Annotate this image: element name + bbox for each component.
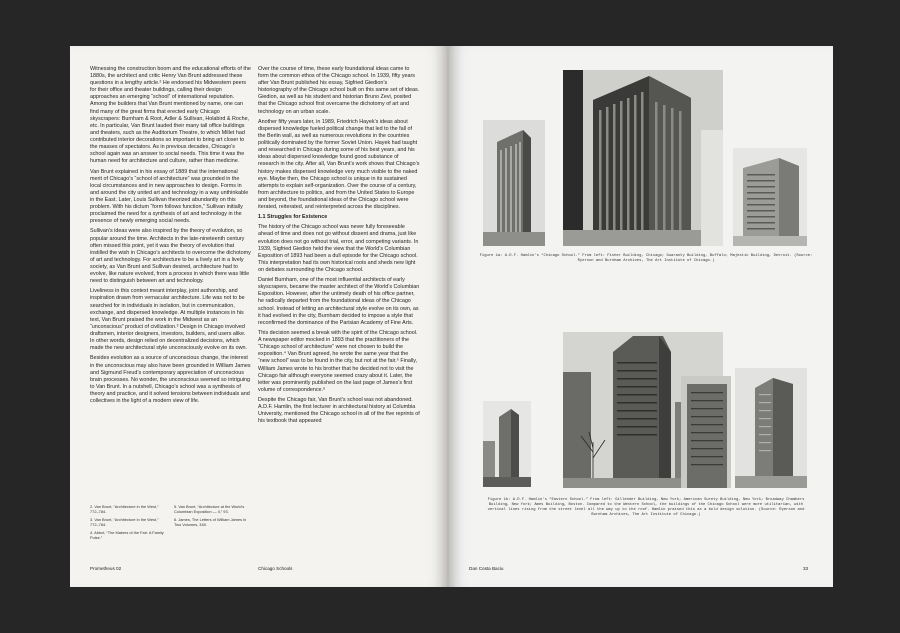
text-column-2 — [258, 66, 421, 526]
photo-majestic-building — [733, 148, 807, 246]
paragraph: Sullivan’s ideas were also inspired by the theory of evolution, so popular around the time. Architects in the late-nineteenth century often missed this point, yet it was the theory of evolution that instilled the wish in Chicago’s architects to overcome the dichotomy of art and technology. For architecture to be a lively art in a lively society, as Van Brunt and Sullivan desired, architecture had to evolve, like nature evolved, from a process in which there was little need to distinguish between art and technology. — [90, 228, 251, 285]
paragraph: Besides evolution as a source of unconscious change, the interest in the unconscious may also have been grounded in William James and Sigmund Freud’s contemporary appreciation of unconscious brain processes. No wonder, the unconscious seemed so intriguing to Van Brunt. In a nutshell, Chicago’s school was a synthesis of theory and practice, and it solved tensions between individuals and collectives in the light of a modern view of life. — [90, 355, 251, 404]
figure-caption-1b: Figure 1b: A.D.F. Hamlin’s “Eastern School.” From left: Gillender Building, New York; American Surety Building, New York; Broadway Chambers Building, New York; Ames Building, Boston. Compared to the Western School, the buildings of the Chicago School were more utilitarian, with vertical lines rising from the street level all the way up to the roof. Hamlin praised this as a bold design solution. (Source: Ryerson and Burnham Archives, The Art Institute of Chicago.) — [487, 498, 805, 517]
footnote: 2. Van Brunt, “Architecture in the West,” 772–784. — [90, 504, 159, 514]
photo-gillender-building — [483, 401, 531, 487]
text-column-1 — [90, 66, 251, 491]
footer-author: Dan Costa Baciu — [469, 566, 504, 571]
magazine-spread — [70, 46, 833, 587]
paragraph: Witnessing the construction boom and the educational efforts of the 1880s, the architect and critic Henry Van Brunt addressed these questions in a lengthy article.² He endorsed his Midwestern peers for their office and theater buildings, calling their design approaches an emerging “school” of international reputation. Among the builders that Van Brunt mentioned by name, one can find many of the great firms that erected early Chicago skyscrapers: Burnham & Root, Adler & Sullivan, Holabird & Roche, etc. In particular, Van Brunt lauded their many tall office buildings and theaters, such as the Auditorium Theatre, to which Millet had contributed interior decorations so important to bring art closer to the masses of spectators. As in previous decades, Chicago’s school again was an answer to social needs. This time it was the human need for architecture and culture, rather than medicine. — [90, 66, 251, 165]
footnotes-right — [174, 504, 254, 530]
footer-section: Chicago Schools — [258, 566, 293, 571]
figure-caption-1a: Figure 1a: A.D.F. Hamlin’s “Chicago School.” From left: Fisher Building, Chicago; Guaranty Building, Buffalo; Majestic Building, Detroit. (Source: Ryerson and Burnham Archives, The Art Institute of Chicago.) — [479, 254, 813, 263]
footer-journal: Prometheus 02 — [90, 566, 122, 571]
footnote: 3. Van Brunt, “Architecture in the West,” 772–784. — [90, 517, 159, 527]
paragraph: Liveliness in this context meant interplay, joint authorship, and inspiration drawn from vernacular architecture. Life was not to be searched for in individuals in isolation, but in communication, exchange, and dispersed knowledge. At multiple instances in his text, Van Brunt praised the work in the Midwest as an “unconscious” product of civilization.³ Design in Chicago involved draftsmen, interior designers, investors, builders, and users alike. In other words, design relied on decentralized decisions, which made the new architectural style unconsciously evolve on its own. — [90, 288, 248, 352]
footnote: 4. Abbot, “The Makers of the Fair: A Family Pulse.” — [90, 530, 164, 540]
paragraph: This decision seemed a break with the spirit of the Chicago school. A newspaper editor mocked in 1893 that the practitioners of the “Chicago school of architecture” were not chosen to build the exposition.⁴ Van Brunt agreed, he wrote the same year that the “new school” was to be found in the city, but not at the fair.⁵ Finally, William James wrote to his brother that he decided not to visit the Chicago fair although everyone seemed crazy about it. Later, the letter was prominently published on the last page of James’s first volume of correspondence.⁶ — [258, 330, 418, 393]
footnotes-left — [90, 504, 165, 543]
photo-fisher-building — [483, 120, 545, 246]
photo-guaranty-building — [563, 70, 723, 246]
footnote: 5. Van Brunt, “Architecture at the World’s Columbian Exposition — II,” 93. — [174, 504, 245, 514]
paragraph: Despite the Chicago fair, Van Brunt’s school was not abandoned. A.D.F. Hamlin, the first lecturer in architectural history at Columbia University, mentioned the Chicago school in all of the five reprints of his textbook that appeared — [258, 397, 420, 425]
left-page — [70, 46, 447, 587]
paragraph: Over the course of time, these early foundational ideas came to form the common ethos of the Chicago school. In 1939, fifty years after Van Brunt published his essay, Sigfried Giedion’s historiography of the Chicago school built on this same set of ideas. Giedion, as well as his student and historian Bruno Zevi, posited that the Chicago school first overcame the dichotomy of art and technology on an urban scale. — [258, 66, 420, 115]
paragraph: Daniel Burnham, one of the most influential architects of early skyscrapers, became the master architect of the World’s Columbian Exposition. However, after the untimely death of his office partner, he radically departed from the foundational ideas of the Chicago school. Instead of letting an architectural style evolve on its own, as it had evolved in the city, Burnham decided to impose a style that reconfirmed the dominance of the Parisian Academy of Fine Arts. — [258, 277, 420, 326]
page-number: 33 — [803, 566, 809, 571]
section-heading: 1.1 Struggles for Existence — [258, 214, 328, 221]
photo-broadway-chambers-building — [681, 376, 731, 488]
footnote: 6. James, The Letters of William James in Two Volumes, 345. — [174, 517, 247, 527]
right-page — [449, 46, 833, 587]
paragraph: The history of the Chicago school was never fully foreseeable ahead of time and does not go without dissent and drama, just like evolution does not go without trial, error, and competing variants. In 1939, Sigfried Giedion held the view that the World’s Columbian Exposition of 1893 had been a dull episode for the Chicago school. This interpretation had its own historical roots and sheds new light on debates surrounding the Chicago school. — [258, 224, 419, 273]
paragraph: Another fifty years later, in 1989, Friedrich Hayek’s ideas about dispersed knowledge fueled political change that led to the fall of the Berlin wall, as well as numerous revolutions in the countries politically dominated by the former Soviet Union. Hayek had taught and researched in Chicago during some of his best years, and his ideas about dispersed knowledge found good substance of research in the city. After all, Van Brunt’s work shows that Chicago’s history makes dispersed knowledge very much visible to the naked eye. Maybe then, the Chicago school is unique in its sustained attempts to explain self-organization. Over the course of a century, from architecture to politics, and from the United States to Europe and beyond, the foundational ideas of the Chicago school were iterated, reiterated, and reinterpreted across the disciplines. — [258, 118, 420, 210]
photo-ames-building — [735, 368, 807, 488]
paragraph: Van Brunt explained in his essay of 1889 that the international merit of Chicago’s “school of architecture” was grounded in the local circumstances and in new approaches to design. Forms in and around the city united art and technology in a way unthinkable in the East. Later, Louis Sullivan theorized abundantly on this problem. With his dictum “form follows function,” Sullivan initially proclaimed the need for a synthesis of art and technology in the presence of newly emerging social needs. — [90, 168, 249, 225]
